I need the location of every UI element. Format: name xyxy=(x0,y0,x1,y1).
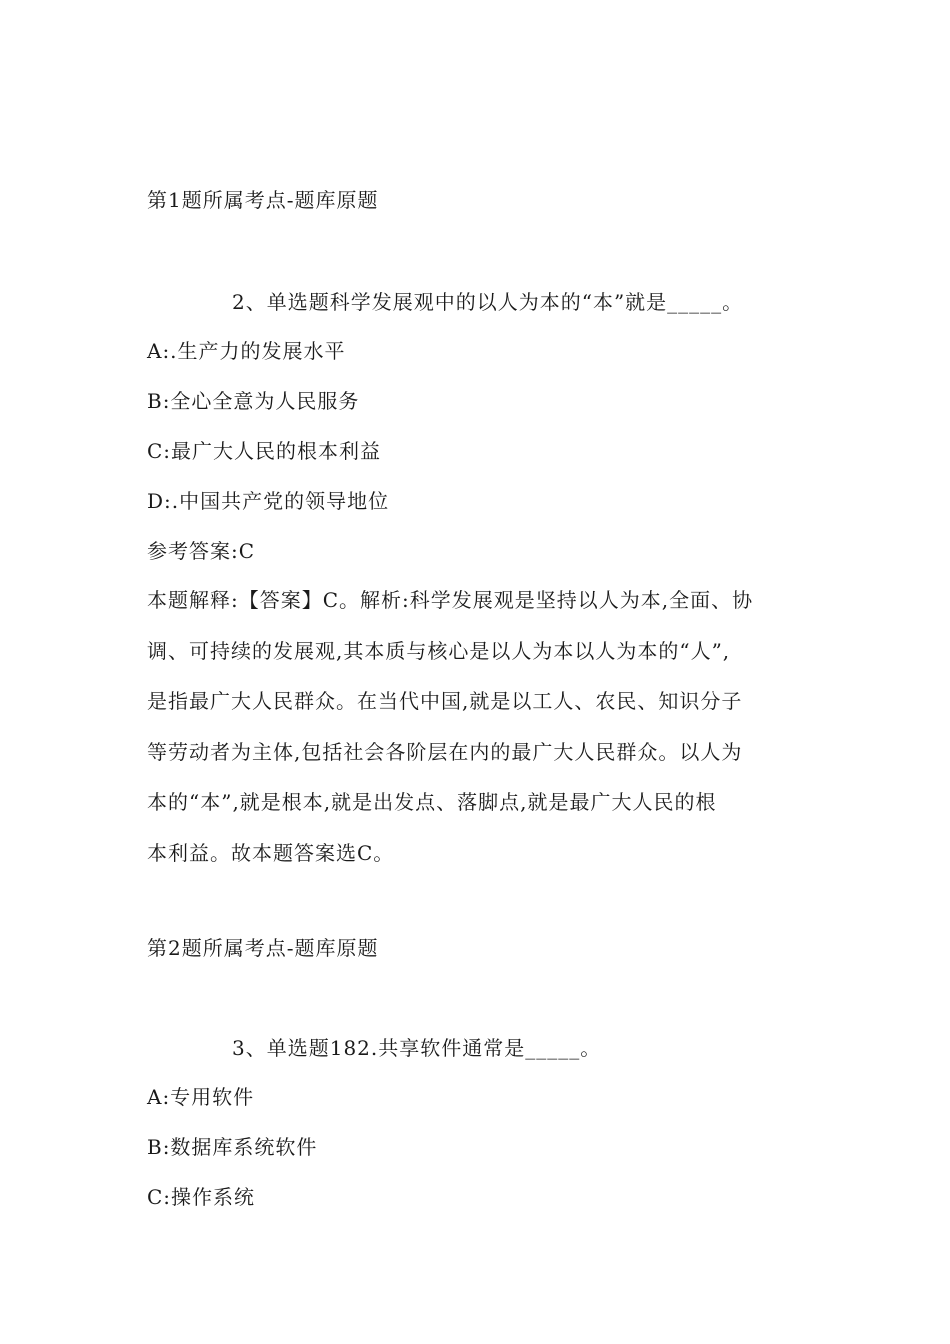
question-3-option-a: A:专用软件 xyxy=(147,1085,255,1109)
question-2-explanation xyxy=(147,575,827,878)
question-2-option-d: D:.中国共产党的领导地位 xyxy=(147,489,390,513)
section-tag-q1: 第1题所属考点-题库原题 xyxy=(147,188,379,212)
question-2-option-b: B:全心全意为人民服务 xyxy=(147,389,360,413)
explanation-line: 本的“本”,就是根本,就是出发点、落脚点,就是最广大人民的根 xyxy=(147,790,717,814)
question-2-stem: 2、单选题科学发展观中的以人为本的“本”就是_____。 xyxy=(232,290,744,314)
question-2-option-c: C:最广大人民的根本利益 xyxy=(147,439,382,463)
question-3-option-b: B:数据库系统软件 xyxy=(147,1135,318,1159)
explanation-line: 调、可持续的发展观,其本质与核心是以人为本以人为本的“人”, xyxy=(147,638,731,663)
question-3-stem: 3、单选题182.共享软件通常是_____。 xyxy=(232,1036,602,1060)
question-3-option-c: C:操作系统 xyxy=(147,1185,256,1209)
question-2-answer: 参考答案:C xyxy=(147,539,256,563)
explanation-line: 等劳动者为主体,包括社会各阶层在内的最广大人民群众。以人为 xyxy=(147,739,743,764)
explanation-line: 本题解释:【答案】C。解析:科学发展观是坚持以人为本,全面、协 xyxy=(147,588,754,612)
explanation-line: 本利益。故本题答案选C。 xyxy=(147,840,395,865)
section-tag-q2: 第2题所属考点-题库原题 xyxy=(147,936,379,960)
explanation-line: 是指最广大人民群众。在当代中国,就是以工人、农民、知识分子 xyxy=(147,689,743,713)
question-2-option-a: A:.生产力的发展水平 xyxy=(147,339,346,363)
